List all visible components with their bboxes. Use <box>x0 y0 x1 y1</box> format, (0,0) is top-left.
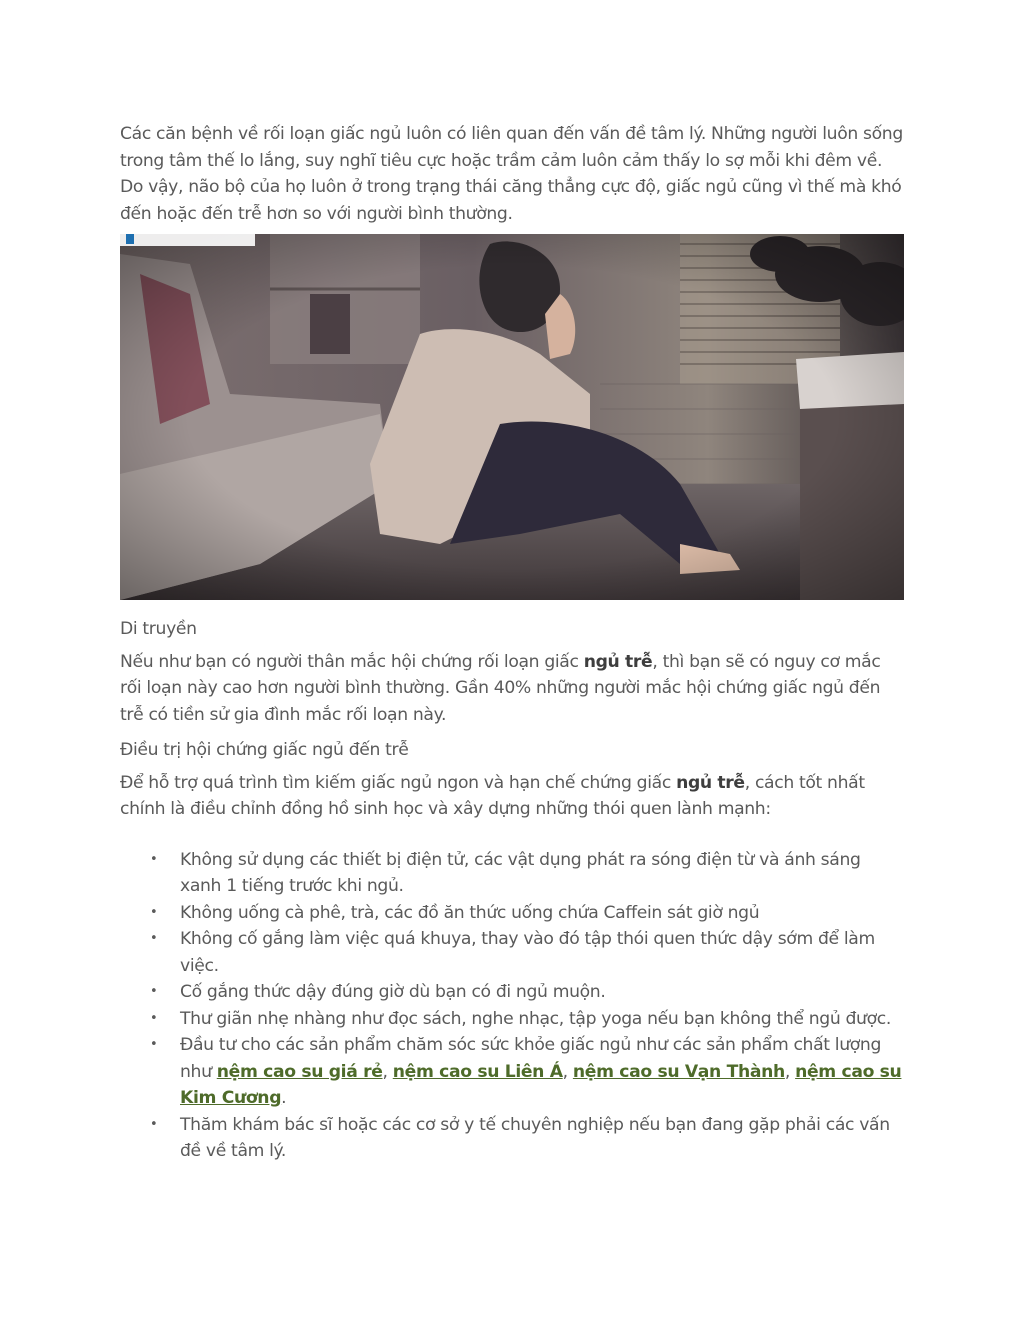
list-item: • Không sử dụng các thiết bị điện tử, các vật dụng phát ra sóng điện từ và ánh sáng xanh 1 tiếng trước khi ngủ. <box>150 849 861 896</box>
link-nem-cao-su-lien-a[interactable]: nệm cao su Liên Á <box>392 1061 563 1082</box>
list-item: • Thăm khám bác sĩ hoặc các cơ sở y tế chuyên nghiệp nếu bạn đang gặp phải các vấn đề về tâm lý. <box>150 1114 890 1161</box>
link-nem-cao-su-kim-cuong[interactable]: nệm cao su Kim Cương <box>180 1061 902 1108</box>
list-item: • Cố gắng thức dậy đúng giờ dù bạn có đi ngủ muộn. <box>150 982 606 1002</box>
article <box>120 121 905 1165</box>
intro-paragraph: Các căn bệnh về rối loạn giấc ngủ luôn có liên quan đến vấn đề tâm lý. Những người luôn sống trong tâm thế lo lắng, suy nghĩ tiêu cực hoặc trầm cảm luôn cảm thấy lo sợ mỗi khi đêm về. Do vậy, não bộ của họ luôn ở trong trạng thái căng thẳng cực độ, giấc ngủ cũng vì thế mà khó đến hoặc đến trễ hơn so với người bình thường. <box>120 124 903 224</box>
section-heading-genetics: Di truyền <box>120 619 197 639</box>
list-item: • Không cố gắng làm việc quá khuya, thay vào đó tập thói quen thức dậy sớm để làm việc. <box>150 929 875 976</box>
list-item: • Không uống cà phê, trà, các đồ ăn thức uống chứa Caffein sát giờ ngủ <box>150 902 760 923</box>
treatment-paragraph: Để hỗ trợ quá trình tìm kiếm giấc ngủ ngon và hạn chế chứng giấc ngủ trễ, cách tốt nhất chính là điều chỉnh đồng hồ sinh học và xây dựng những thói quen lành mạnh: <box>120 772 865 819</box>
section-heading-treatment: Điều trị hội chứng giấc ngủ đến trễ <box>120 740 409 760</box>
article-photo <box>120 234 904 600</box>
list-item-products: • Đầu tư cho các sản phẩm chăm sóc sức khỏe giấc ngủ như các sản phẩm chất lượng như nệm cao su giá rẻ, nệm cao su Liên Á, nệm cao su Vạn Thành, nệm cao su Kim Cương. <box>150 1035 902 1108</box>
list-item: • Thư giãn nhẹ nhàng như đọc sách, nghe nhạc, tập yoga nếu bạn không thể ngủ được. <box>150 1008 891 1029</box>
tips-list <box>120 847 905 1165</box>
watermark-logo <box>120 234 255 246</box>
link-nem-cao-su-gia-re[interactable]: nệm cao su giá rẻ <box>216 1061 383 1082</box>
link-nem-cao-su-van-thanh[interactable]: nệm cao su Vạn Thành <box>572 1061 785 1082</box>
genetics-paragraph: Nếu như bạn có người thân mắc hội chứng rối loạn giấc ngủ trễ, thì bạn sẽ có nguy cơ mắc rối loạn này cao hơn người bình thường. Gần 40% những người mắc hội chứng giấc ngủ đến trễ có tiền sử gia đình mắc rối loạn này. <box>120 651 881 725</box>
